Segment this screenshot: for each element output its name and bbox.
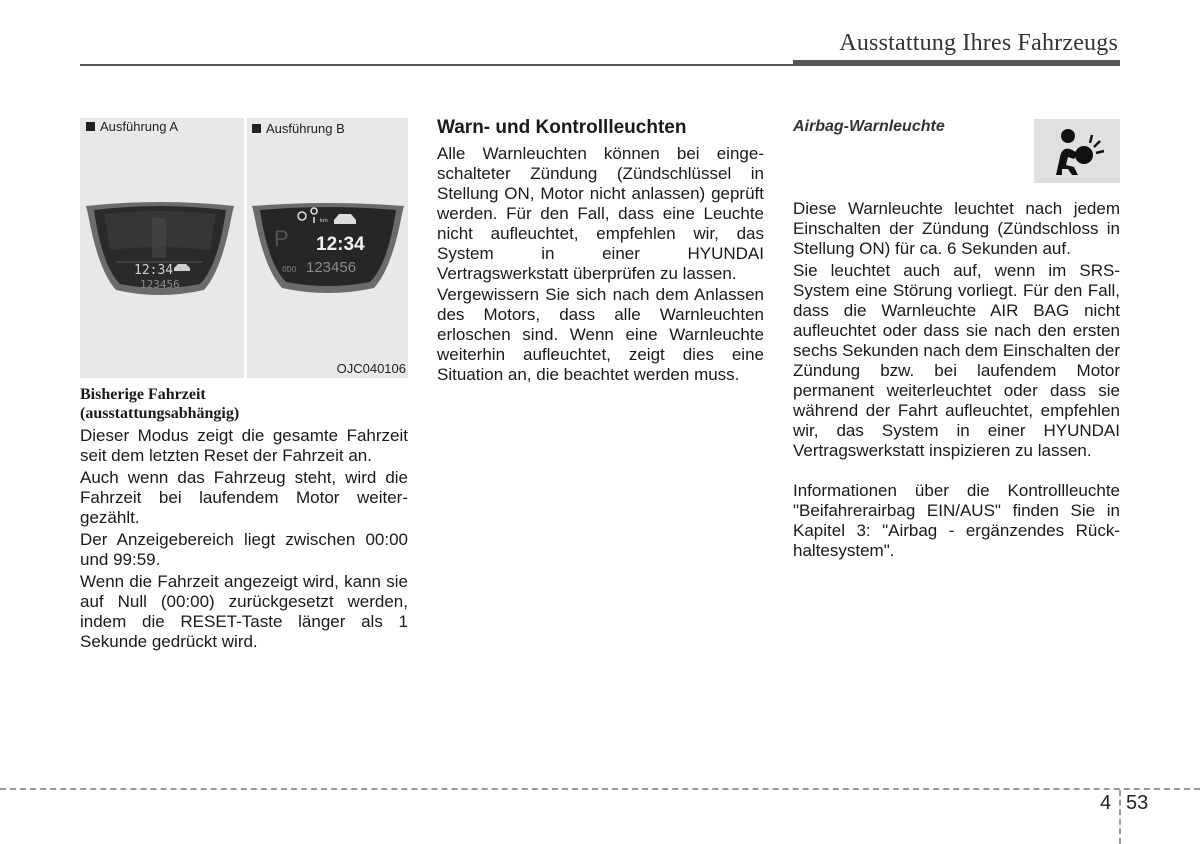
header-rule [80, 64, 795, 66]
section-title-airbag: Airbag-Warnleuchte [793, 118, 945, 135]
section-title-warnleuchten: Warn- und Kontrollleuchten [437, 117, 687, 138]
paragraph: Der Anzeigebereich liegt zwischen 00:00 und 99:59. [80, 530, 408, 569]
page-number: 53 [1126, 792, 1149, 814]
display-b-odo: 123456 [306, 259, 357, 276]
svg-text:ODO: ODO [282, 265, 297, 274]
paragraph: Alle Warnleuchten können bei eingeschalteter Zündung (Zündschlüssel in Stellung ON, Motor nicht anlassen) geprüft werden. Für den Fall, dass eine Leuchte nicht aufleuchtet, empfehlen wir, das System in einer HYUNDAI Vertragswerkstatt überprüfen zu lassen. [437, 144, 764, 283]
paragraph: Vergewissern Sie sich nach dem Anlassen des Motors, dass alle Warnleuchten erloschen sind. Wenn eine Warnleuchte weiterhin aufleuchtet, zeigt dies eine Situation an, die beachtet werden muss. [437, 285, 764, 384]
chapter-number: 4 [1100, 792, 1112, 814]
display-a-odo: 123456 [140, 278, 180, 291]
cluster-display-b [248, 202, 408, 300]
airbag-warning-light-box [1034, 119, 1120, 183]
cluster-display-a [82, 200, 238, 300]
display-b-time: 12:34 [316, 234, 365, 255]
footer-dashed-divider [1119, 790, 1121, 844]
section-heading-line2: (ausstattungsabhängig) [80, 405, 240, 422]
paragraph: Sie leuchtet auch auf, wenn im SRS-System eine Störung vorliegt. Für den Fall, dass die Warnleuchte AIR BAG nicht aufleuchtet oder dass sie nach den ersten sechs Sekunden nach dem Einschalten der Zündung bzw. bei laufendem Motor permanent weiterleuchtet oder dass sie während der Fahrt aufleuchtet, empfehlen wir, das System in einer HYUNDAI Vertragswerkstatt inspizieren zu lassen. [793, 261, 1120, 460]
figure-label-a: Ausführung A [86, 119, 178, 134]
bullet-square-icon [86, 122, 95, 131]
figure-label-b: Ausführung B [252, 121, 345, 136]
footer-dashed-rule [0, 788, 1200, 790]
bullet-square-icon [252, 124, 261, 133]
figure-divider [244, 118, 247, 378]
instrument-cluster-figure [80, 118, 408, 378]
paragraph: Diese Warnleuchte leuchtet nach jedem Einschalten der Zündung (Zündschloss in Stellung ON) für ca. 6 Sekunden auf. [793, 199, 1120, 258]
figure-code: OJC040106 [336, 361, 406, 376]
section-heading-line1: Bisherige Fahrzeit [80, 386, 206, 403]
paragraph: Informationen über die Kontrollleuchte "Beifahrerairbag EIN/AUS" finden Sie in Kapitel 3: "Airbag - ergänzendes Rückhaltesystem". [793, 481, 1120, 560]
svg-text:P: P [274, 226, 289, 251]
svg-text:km: km [320, 218, 328, 224]
airbag-warning-icon [1034, 119, 1120, 183]
header-rule-accent [793, 60, 1120, 66]
page-header-title: Ausstattung Ihres Fahrzeugs [839, 30, 1118, 56]
display-a-time: 12:34 [134, 263, 174, 278]
paragraph: Dieser Modus zeigt die gesamte Fahrzeit seit dem letzten Reset der Fahrzeit an. [80, 426, 408, 465]
paragraph: Wenn die Fahrzeit angezeigt wird, kann sie auf Null (00:00) zurückgesetzt werden, indem die RESET-Taste länger als 1 Sekunde gedrückt wird. [80, 572, 408, 651]
paragraph: Auch wenn das Fahrzeug steht, wird die Fahrzeit bei laufendem Motor weitergezählt. [80, 468, 408, 527]
